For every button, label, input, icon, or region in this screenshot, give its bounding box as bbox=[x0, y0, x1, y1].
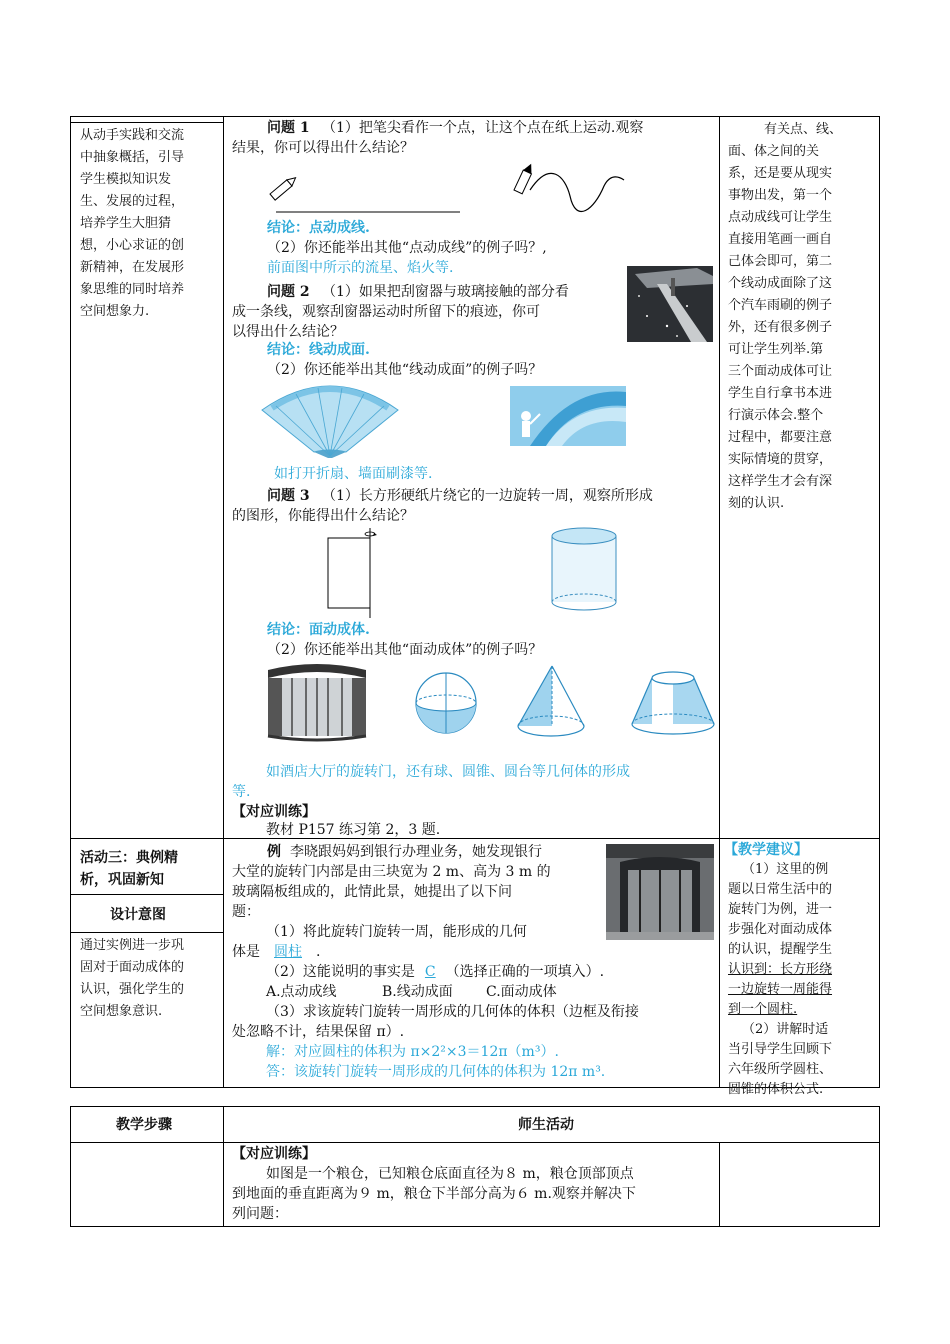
training-title: 【对应训练】 bbox=[232, 804, 316, 820]
question-1-text: （1）把笔尖看作一个点，让这个点在纸上运动.观察 bbox=[322, 120, 644, 136]
cone-figure bbox=[516, 664, 586, 740]
question-2-label: 问题 2 bbox=[267, 284, 310, 300]
design-intent-label: 设计意图 bbox=[110, 907, 166, 923]
pencil-icon bbox=[264, 184, 464, 216]
question-3-label: 问题 3 bbox=[267, 488, 310, 504]
question-2-text: （1）如果把刮窗器与玻璃接触的部分看 bbox=[322, 284, 569, 300]
option-c: C.面动成体 bbox=[486, 984, 557, 1000]
bank-revolving-door-photo bbox=[606, 844, 714, 940]
header-teacher-student-activity: 师生活动 bbox=[518, 1117, 574, 1133]
example-line4: 题： bbox=[232, 904, 260, 920]
q1-conclusion: 结论：点动成线. bbox=[267, 220, 370, 236]
revolving-door-photo bbox=[262, 662, 372, 742]
option-a: A.点动成线 bbox=[266, 984, 337, 1000]
q3-sub2: （2）你还能举出其他“面动成体”的例子吗？ bbox=[267, 642, 543, 658]
q1-answer: 前面图中所示的流星、焰火等. bbox=[267, 260, 454, 276]
example-line2: 大堂的旋转门内部是由三块宽为 2 m、高为 3 m 的 bbox=[232, 864, 551, 880]
table2-line1: 如图是一个粮仓，已知粮仓底面直径为８ m，粮仓顶部顶点 bbox=[266, 1166, 634, 1182]
example-q2-answer: C bbox=[424, 964, 436, 980]
question-2-text-3: 以得出什么结论？ bbox=[232, 324, 344, 340]
q2-conclusion: 结论：线动成面. bbox=[267, 342, 370, 358]
frustum-figure bbox=[630, 668, 716, 738]
table2-line3: 列问题： bbox=[232, 1206, 288, 1222]
suggestion-title: 【教学建议】 bbox=[724, 842, 808, 858]
example-line3: 玻璃隔板组成的，此情此景，她提出了以下问 bbox=[232, 884, 512, 900]
question-2-text-2: 成一条线，观察刮窗器运动时所留下的痕迹，你可 bbox=[232, 304, 540, 320]
q3-answer-line1: 如酒店大厅的旋转门，还有球、圆锥、圆台等几何体的形成 bbox=[266, 764, 630, 780]
example-solution: 解：对应圆柱的体积为 π×2²×3＝12π（m³）. bbox=[266, 1044, 559, 1060]
header-teaching-steps: 教学步骤 bbox=[116, 1117, 172, 1133]
table2-training-title: 【对应训练】 bbox=[232, 1146, 316, 1162]
example-answer: 答：该旋转门旋转一周形成的几何体的体积为 12π m³. bbox=[266, 1064, 606, 1080]
q2-answer: 如打开折扇、墙面刷漆等. bbox=[274, 466, 433, 482]
example-q3-line2: 处忽略不计，结果保留 π）. bbox=[232, 1024, 405, 1040]
training-text: 教材 P157 练习第 2，3 题. bbox=[266, 822, 441, 838]
example-q1-answer: 圆柱 bbox=[274, 944, 302, 960]
wall-painting-image bbox=[510, 386, 626, 446]
pencil-curve-icon bbox=[510, 166, 630, 222]
q1-sub2: （2）你还能举出其他“点动成线”的例子吗？, bbox=[267, 240, 547, 256]
example-q2: （2）这能说明的事实是 C （选择正确的一项填入）. bbox=[266, 964, 605, 980]
question-1-text-2: 结果，你可以得出什么结论？ bbox=[232, 140, 414, 156]
example-q1-line2: 体是 圆柱 . bbox=[232, 944, 321, 960]
q3-answer-line2: 等. bbox=[232, 784, 251, 800]
question-3-text: （1）长方形硬纸片绕它的一边旋转一周，观察所形成 bbox=[322, 488, 653, 504]
example-line1: 李晓跟妈妈到银行办理业务，她发现银行 bbox=[290, 844, 542, 860]
question-3-text-2: 的图形，你能得出什么结论？ bbox=[232, 508, 414, 524]
example-q3-line1: （3）求该旋转门旋转一周形成的几何体的体积（边框及衔接 bbox=[266, 1004, 639, 1020]
question-1-label: 问题 1 bbox=[267, 120, 310, 136]
q2-sub2: （2）你还能举出其他“线动成面”的例子吗？ bbox=[267, 362, 543, 378]
wiper-photo bbox=[627, 266, 713, 342]
q3-conclusion: 结论：面动成体. bbox=[267, 622, 370, 638]
folding-fan-image bbox=[262, 382, 398, 458]
example-label: 例 bbox=[267, 844, 281, 860]
option-b: B.线动成面 bbox=[382, 984, 453, 1000]
cylinder-figure bbox=[548, 526, 620, 612]
example-q1-line1: （1）将此旋转门旋转一周，能形成的几何 bbox=[266, 924, 527, 940]
rotating-rectangle-figure bbox=[322, 528, 382, 620]
table2-line2: 到地面的垂直距离为９ m，粮仓下半部分高为６ m.观察并解决下 bbox=[232, 1186, 636, 1202]
sphere-figure bbox=[412, 670, 482, 736]
